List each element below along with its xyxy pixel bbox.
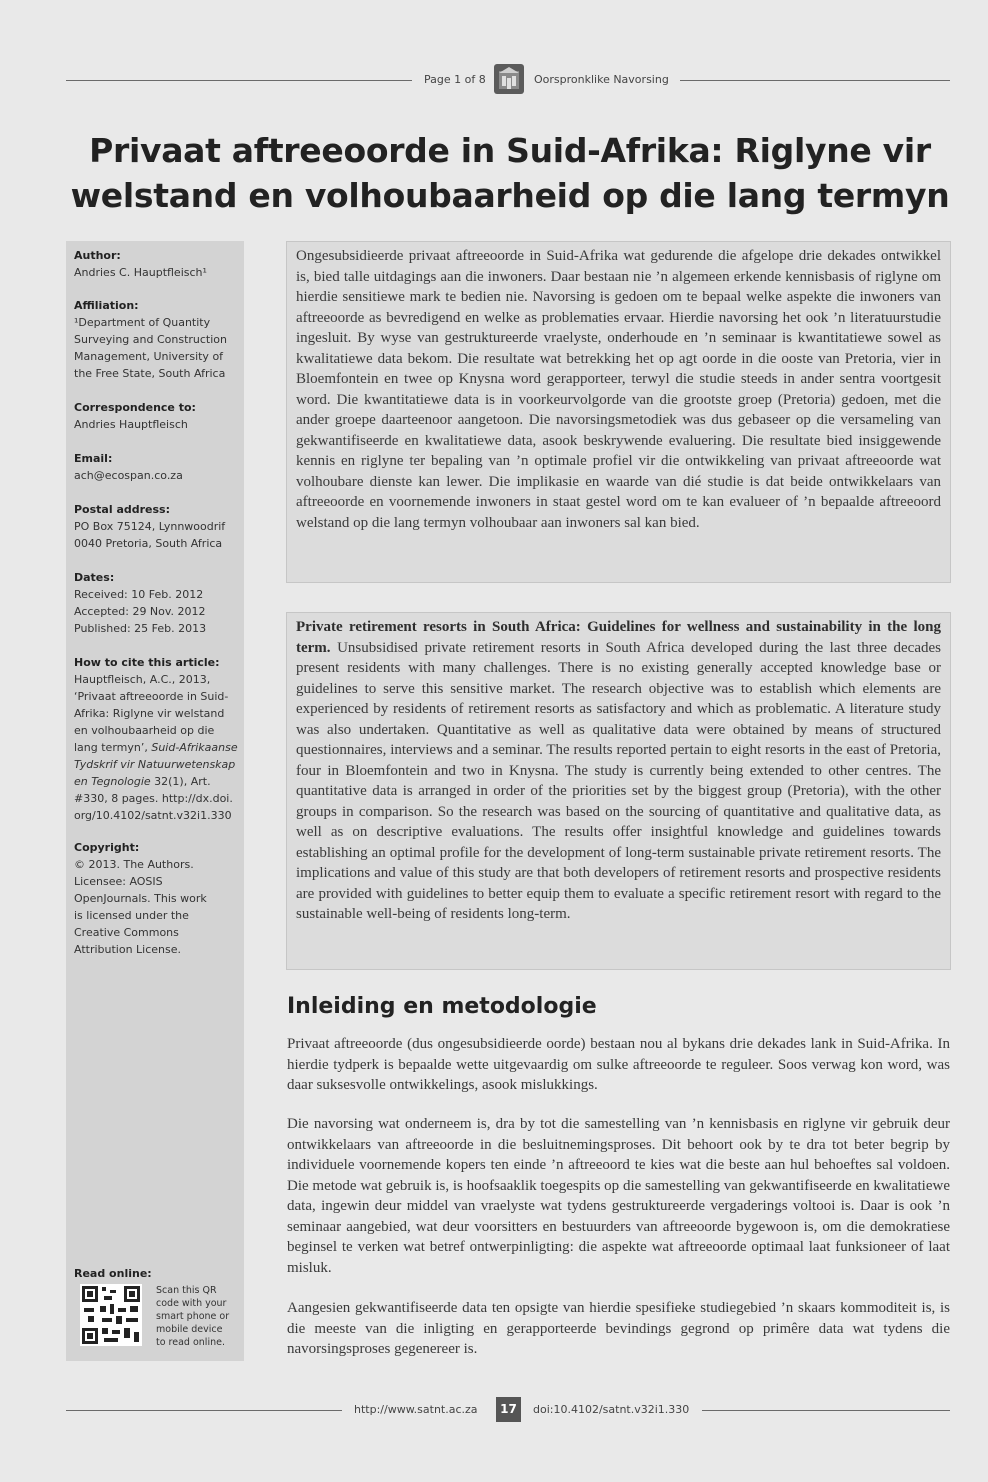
citation-text: [74, 671, 240, 824]
received-date: Received: 10 Feb. 2012: [74, 588, 204, 601]
abstract-afrikaans: [287, 242, 950, 582]
author-name: Andries C. Hauptfleisch¹: [74, 266, 207, 279]
section-heading: Inleiding en metodologie: [287, 994, 597, 1019]
body-paragraph: Aangesien gekwantifiseerde data ten opsigte van hierdie spesifieke studiegebied ’n skaars kommoditeit is, is die meeste van die inligting en gerapporteerde bevindings gegrond op primêre data wat tydens die navorsingsproses gegenereer is.: [287, 1300, 950, 1357]
dates-block: [74, 569, 240, 637]
header-rule-left: [66, 80, 412, 81]
read-online-label: [74, 1265, 240, 1282]
dates-label: Dates:: [74, 571, 115, 584]
citation-pre: Hauptfleisch, A.C., 2013, ‘Privaat aftreeoorde in Suid-Afrika: Riglyne vir welstand en volhoubaarheid op die lang termyn’,: [74, 673, 229, 754]
affiliation-label: Affiliation:: [74, 299, 139, 312]
journal-url-link[interactable]: http://www.satnt.ac.za: [354, 1403, 478, 1416]
journal-logo-icon: [494, 64, 524, 94]
article-title: Privaat aftreeoorde in Suid-Afrika: Riglyne vir welstand en volhoubaarheid op die lang termyn: [70, 131, 950, 215]
published-date: Published: 25 Feb. 2013: [74, 622, 207, 635]
qr-code-icon[interactable]: [80, 1284, 142, 1346]
body-paragraph: Die navorsing wat onderneem is, dra by tot die samestelling van ’n kennisbasis en riglyne vir gebruik deur ontwikkelaars van aftreeoorde in die besluitnemingsproses. Dit behoort ook by te dra tot beter begrip by individuele voornemende kopers ten einde ’n aftreeoord te kies wat die beste aan hul behoeftes sal voldoen. Die metode wat gebruik is, is hoofsaaklik toegespits op die samestelling van gekwantifiseerde en kwalitatiewe data, ingewin deur middel van vraelyste wat tydens gestruktureerde vergaderings voltooi is. Daar is ook ’n seminaar aangebied, wat deur voorsitters en bestuurders van aftreeoorde bygewoon is, om die demokratiese beginsel te verken wat betref ontwerpinligting: die aspekte wat aftreeoorde optimaal laat funksioneer of laat misluk.: [287, 1116, 950, 1276]
doi-link[interactable]: doi:10.4102/satnt.v32i1.330: [533, 1403, 690, 1416]
email-block: [74, 450, 240, 484]
citation-post: 32(1), Art. #330, 8 pages. http://dx.doi. org/10.4102/satnt.v32i1.330: [74, 775, 233, 822]
page-number: 17: [496, 1397, 521, 1422]
accepted-date: Accepted: 29 Nov. 2012: [74, 605, 206, 618]
affiliation-text: ¹Department of Quantity Surveying and Construction Management, University of the Free State, South Africa: [74, 316, 228, 380]
citation-journal: Suid-Afrikaanse Tydskrif vir Natuurwetenskap en Tegnologie: [74, 741, 238, 788]
copyright-text: © 2013. The Authors. Licensee: AOSIS OpenJournals. This work is licensed under the Creative Commons Attribution License.: [74, 858, 207, 956]
affiliation-block: [74, 297, 240, 382]
footer-rule-left: [66, 1410, 342, 1411]
copyright-block: [74, 839, 240, 958]
qr-instructions: Scan this QR code with your smart phone or mobile device to read online.: [156, 1285, 230, 1348]
abstract-english-text: Unsubsidised private retirement resorts in South Africa developed during the last three decades present residents with many challenges. There is no existing generally accepted knowledge base or guidelines to serve this sensitive market. The research objective was to establish which elements are experienced by residents of retirement resorts as satisfactory and which as problematic. A literature study was also undertaken. Quantitative as well as qualitative data were obtained by means of structured questionnaires, interviews and a seminar. The results reported pertain to eight resorts in the east of Pretoria, four in Bloemfontein and two in Knysna. The study is currently being extended to other centres. The quantitative data is arranged in order of the priorities set by the biggest group (Pretoria), with the other groups in comparison. So the research was based on the sourcing of quantitative and qualitative data, as well as on descriptive evaluations. The results offer insightful knowledge and guidelines towards establishing an optimal profile for the development of long-term sustainable private retirement resorts. The implications and value of this study are that both developers of retirement resorts and prospective residents are provided with guidelines to better equip them to evaluate a specific retirement resort with regard to the sustainable well-being of residents long-term.: [296, 639, 941, 922]
abstract-afrikaans-text: Ongesubsidieerde privaat aftreeoorde in Suid-Afrika wat gedurende die afgelope drie dekades ontwikkel is, bied talle uitdagings aan die inwoners. Daar bestaan nie ’n algemeen erkende kennisbasis of riglyne om hierdie sensitiewe mark te bedien nie. Navorsing is gedoen om te bepaal welke aspekte die inwoners van aftreeoorde as bevredigend en welke as problematies ervaar. Hierdie navorsing het ook ’n literatuurstudie ingesluit. By wyse van gestruktureerde vraelyste, onderhoude en ’n seminaar is kwantitatiewe sowel as kwalitatiewe data bekom. Die resultate wat betrekking het op agt oorde in die ooste van Pretoria, vier in Bloemfontein en twee op Knysna word gerapporteer, terwyl die studie steeds in ander sentra voortgesit word. Die kwantitatiewe data is in voorkeurvolgorde van die grootste groep (Pretoria) gedoen, met die ander groepe daarteenoor aangetoon. Die navorsingsmetodiek was dus gebaseer op die versameling van gekwantifiseerde en kwalitatiewe data, asook beskrywende evaluering. Die resultate bied insiggewende kennis en riglyne ter bepaling van ’n optimale profiel vir die ontwikkeling van privaat aftreeoorde wat volhoubare dienste kan lewer. Die implikasie en waarde van dié studie is dat beide ontwikkelaars van aftreeoorde en voornemende inwoners in staat gestel word om te kan evalueer of ’n bepaalde aftreeoord welstand op die lang termyn volhoubaar aan inwoners sal kan bied.: [296, 248, 941, 531]
page-indicator: Page 1 of 8: [424, 73, 486, 86]
postal-block: [74, 501, 240, 552]
footer-rule-right: [702, 1410, 950, 1411]
correspondence-label: Correspondence to:: [74, 401, 196, 414]
author-block: [74, 247, 240, 281]
abstract-english-title: Private retirement resorts in South Africa: Guidelines for wellness and sustainability in the long term.: [296, 619, 941, 656]
email-address[interactable]: ach@ecospan.co.za: [74, 469, 183, 482]
correspondence-name: Andries Hauptfleisch: [74, 418, 188, 431]
author-label: Author:: [74, 249, 121, 262]
postal-label: Postal address:: [74, 503, 170, 516]
citation-block: [74, 654, 240, 824]
read-online-text: Read online:: [74, 1267, 152, 1280]
copyright-label: Copyright:: [74, 841, 140, 854]
header-rule-right: [680, 80, 950, 81]
section-type: Oorspronklike Navorsing: [534, 73, 669, 86]
body-paragraph: Privaat aftreeoorde (dus ongesubsidieerde oorde) bestaan nou al bykans drie dekades lank in Suid-Afrika. In hierdie tydperk is bepaalde wette uitgevaardig om sulke aftreeoorde te reguleer. Soos verwag kon word, was daar suksesvolle ontwikkelings, asook mislukkings.: [287, 1036, 950, 1093]
abstract-english: [287, 613, 950, 969]
article-info-sidebar: [66, 241, 244, 1361]
email-label: Email:: [74, 452, 113, 465]
correspondence-block: [74, 399, 240, 433]
postal-address: PO Box 75124, Lynnwoodrif 0040 Pretoria, South Africa: [74, 520, 226, 550]
citation-label: How to cite this article:: [74, 656, 220, 669]
